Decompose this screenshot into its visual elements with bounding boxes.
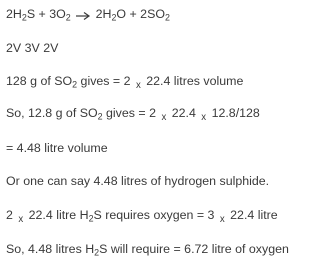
subscript: 2 <box>94 247 100 258</box>
subscript: 2 <box>65 12 71 23</box>
volume-ratio-line: 2V 3V 2V <box>6 41 59 55</box>
text-segment: So, 4.48 litres H <box>6 242 95 256</box>
h2s-oxygen-line <box>6 207 278 225</box>
statement-line: Or one can say 4.48 litres of hydrogen sulphide. <box>6 174 270 188</box>
subscript: 2 <box>88 213 94 224</box>
right-arrow-icon <box>75 11 91 21</box>
multiply-sign: x <box>135 80 141 91</box>
text-segment: S requires oxygen = 3 <box>93 208 215 222</box>
multiply-sign: x <box>18 214 24 225</box>
text-segment: 22.4 litre <box>230 208 278 222</box>
equation-term: 2H <box>95 7 112 21</box>
subscript: 2 <box>72 79 78 90</box>
conclusion-line <box>6 241 289 257</box>
text-segment: 22.4 <box>171 106 196 120</box>
text-segment: So, 12.8 g of SO <box>6 106 98 120</box>
text-segment: S will require = 6.72 litre of oxygen <box>99 242 289 256</box>
text-segment: 12.8/128 <box>211 106 260 120</box>
so2-calculation-line <box>6 105 260 123</box>
equation-term: S + 3O <box>26 7 66 21</box>
text-segment: 22.4 litre H <box>28 208 89 222</box>
text-segment: 2 <box>6 208 13 222</box>
multiply-sign: x <box>161 112 167 123</box>
result-volume-line: = 4.48 litre volume <box>6 141 108 155</box>
multiply-sign: x <box>219 214 225 225</box>
equation-term: 2H <box>6 7 22 21</box>
so2-mass-volume-line <box>6 73 243 91</box>
subscript: 2 <box>97 111 103 122</box>
text-segment: gives = 2 <box>102 106 156 120</box>
text-segment: gives = 2 <box>77 74 131 88</box>
subscript: 2 <box>21 12 27 23</box>
text-segment: 22.4 litres volume <box>146 74 244 88</box>
subscript: 2 <box>111 12 117 23</box>
subscript: 2 <box>164 12 170 23</box>
equation-term: O + 2SO <box>116 7 165 21</box>
multiply-sign: x <box>201 112 207 123</box>
text-segment: 128 g of SO <box>6 74 73 88</box>
chemical-equation <box>6 6 170 22</box>
